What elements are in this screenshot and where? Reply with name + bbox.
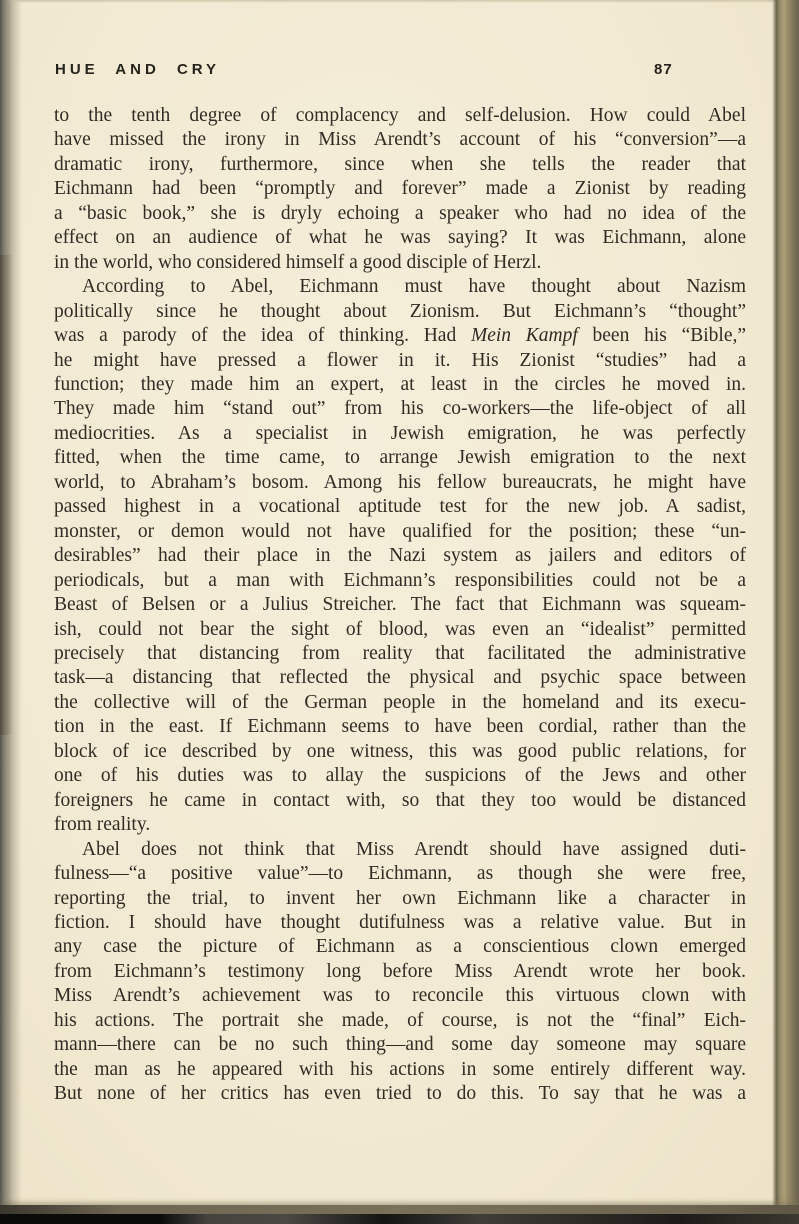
gutter-smudge [0,255,13,735]
text-line: dramatic irony, furthermore, since when she tells the reader that [54,153,746,175]
text-line: fulness—“a positive value”—to Eichmann, as though she were free, [54,863,746,885]
text-line: fitted, when the time came, to arrange Jewish emigration to the next [54,447,746,469]
text-line: a “basic book,” she is dryly echoing a speaker who had no idea of the [54,202,746,224]
text-line: periodicals, but a man with Eichmann’s responsibilities could not be a [54,569,746,591]
text-block [54,104,746,1107]
text-line: was a parody of the idea of thinking. Had Mein Kampf been his “Bible,” [54,325,747,347]
text-line: monster, or demon would not have qualified for the position; these “un- [54,520,746,542]
text-line: foreigners he came in contact with, so that they too would be distanced [54,789,746,811]
text-line: politically since he thought about Zionism. But Eichmann’s “thought” [54,300,746,322]
text-line: block of ice described by one witness, this was good public relations, for [54,740,746,762]
page-top-edge [0,0,799,3]
text-line: one of his duties was to allay the suspicions of the Jews and other [54,765,746,787]
text-line: ish, could not bear the sight of blood, was even an “idealist” permitted [54,618,746,640]
text-line: from reality. [54,814,151,836]
text-line: from Eichmann’s testimony long before Miss Arendt wrote her book. [54,960,746,982]
text-line: passed highest in a vocational aptitude test for the new job. A sadist, [54,496,746,518]
scan-bottom-band [0,1214,799,1224]
text-line: Beast of Belsen or a Julius Streicher. The fact that Eichmann was squeam- [54,594,746,616]
page-title: HUE AND CRY [55,61,221,78]
text-line: Eichmann had been “promptly and forever” made a Zionist by reading [54,178,746,200]
text-line: task—a distancing that reflected the physical and psychic space between [54,667,746,689]
text-line: precisely that distancing from reality that facilitated the administrative [54,642,746,664]
text-line: mann—there can be no such thing—and some day someone may square [54,1034,746,1056]
text-line: Abel does not think that Miss Arendt should have assigned duti- [82,838,746,860]
paragraph [54,104,746,275]
text-line: mediocrities. As a specialist in Jewish emigration, he was perfectly [54,422,746,444]
text-line: reporting the trial, to invent her own Eichmann like a character in [54,887,746,909]
text-line: But none of her critics has even tried to do this. To say that he was a [54,1083,746,1105]
text-line: Miss Arendt’s achievement was to reconcile this virtuous clown with [54,985,746,1007]
text-line: effect on an audience of what he was saying? It was Eichmann, alone [54,227,746,249]
text-line: fiction. I should have thought dutifulness was a relative value. But in [54,911,746,933]
text-line: to the tenth degree of complacency and self-delusion. How could Abel [54,105,746,126]
text-line: in the world, who considered himself a good disciple of Herzl. [54,251,542,273]
text-line: the man as he appeared with his actions in some entirely different way. [54,1058,746,1080]
text-line: his actions. The portrait she made, of course, is not the “final” Eich- [54,1009,746,1031]
text-line: desirables” had their place in the Nazi system as jailers and editors of [54,545,746,567]
page-number: 87 [654,61,673,78]
running-header [55,61,744,83]
book-fore-edge [772,0,799,1212]
text-line: any case the picture of Eichmann as a conscientious clown emerged [54,936,746,958]
italic-title: Mein Kampf [470,325,578,347]
text-line: have missed the irony in Miss Arendt’s account of his “conversion”—a [54,129,746,151]
text-line: the collective will of the German people in the homeland and its execu- [54,691,746,713]
text-line: tion in the east. If Eichmann seems to have been cordial, rather than the [54,716,746,738]
text-line: According to Abel, Eichmann must have thought about Nazism [82,276,746,298]
text-line: function; they made him an expert, at least in the circles he moved in. [54,373,746,395]
paragraph [54,275,746,837]
text-line: world, to Abraham’s bosom. Among his fellow bureaucrats, he might have [54,471,746,493]
text-line: he might have pressed a flower in it. His Zionist “studies” had a [54,349,746,371]
page-bottom-edge [0,1205,799,1214]
text-line: They made him “stand out” from his co-workers—the life-object of all [54,398,746,420]
paragraph [54,838,746,1107]
